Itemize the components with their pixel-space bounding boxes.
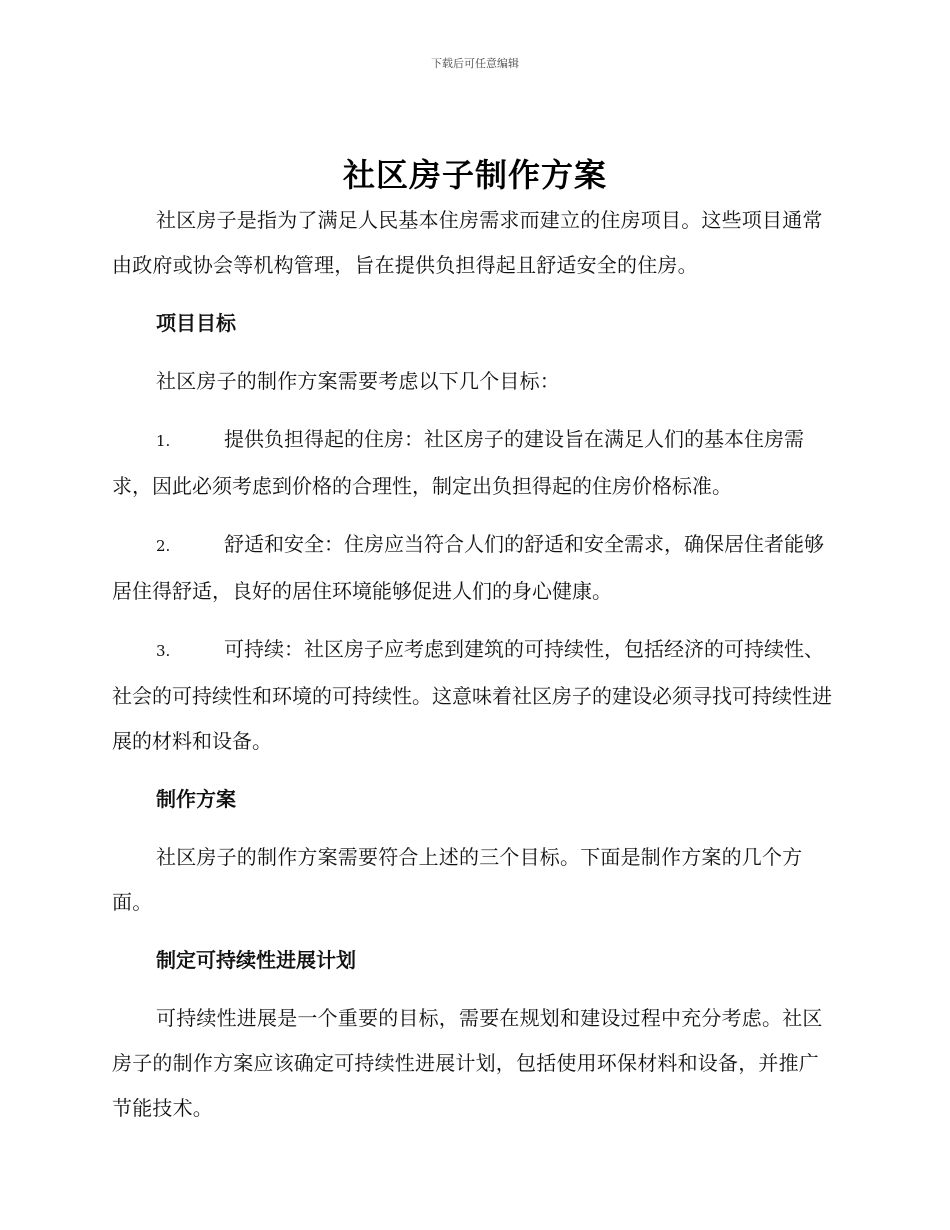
- list-item-text: 可持续：社区房子应考虑到建筑的可持续性，包括经济的可持续性、社会的可持续性和环境的可持续性。这意味着社区房子的建设必须寻找可持续性进展的材料和设备。: [112, 637, 832, 753]
- list-item-text: 提供负担得起的住房：社区房子的建设旨在满足人们的基本住房需求，因此必须考虑到价格的合理性，制定出负担得起的住房价格标准。: [112, 427, 804, 498]
- goals-lead-paragraph: 社区房子的制作方案需要考虑以下几个目标：: [156, 369, 560, 393]
- page-header: 下载后可任意编辑: [431, 57, 519, 70]
- section-heading-plan: 制作方案: [156, 787, 236, 811]
- sustainability-paragraph: 可持续性进展是一个重要的目标，需要在规划和建设过程中充分考虑。社区房子的制作方案应该确定可持续性进展计划，包括使用环保材料和设备，并推广节能技术。: [112, 1006, 823, 1120]
- document-body: [112, 198, 834, 1131]
- list-item-number: 3.: [156, 642, 171, 660]
- list-item: [112, 417, 834, 509]
- plan-paragraph: 社区房子的制作方案需要符合上述的三个目标。下面是制作方案的几个方面。: [112, 845, 803, 914]
- list-item: [112, 522, 834, 614]
- section-heading-goals: 项目目标: [156, 311, 236, 335]
- list-item-text: 舒适和安全：住房应当符合人们的舒适和安全需求，确保居住者能够居住得舒适，良好的居住环境能够促进人们的身心健康。: [112, 532, 824, 603]
- section-heading-sustainability: 制定可持续性进展计划: [156, 948, 356, 972]
- list-item: [112, 627, 834, 764]
- list-item-number: 1.: [156, 432, 171, 450]
- intro-paragraph: 社区房子是指为了满足人民基本住房需求而建立的住房项目。这些项目通常由政府或协会等机构管理，旨在提供负担得起且舒适安全的住房。: [112, 208, 823, 277]
- list-item-number: 2.: [156, 537, 171, 555]
- document-title: 社区房子制作方案: [342, 156, 607, 194]
